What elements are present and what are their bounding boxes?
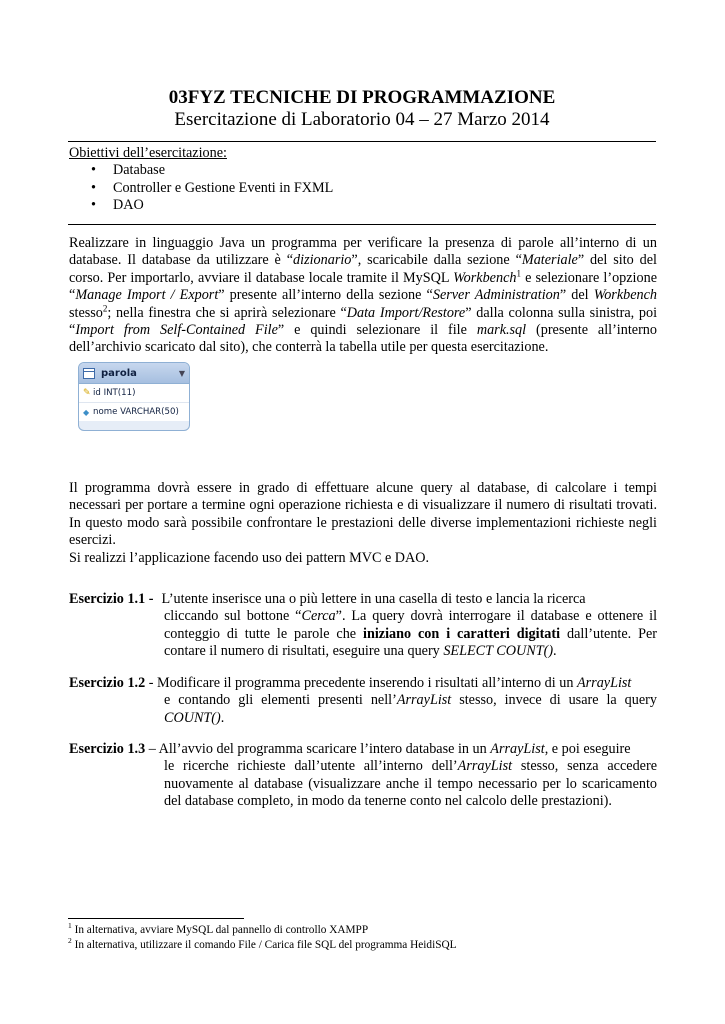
objective-item: • DAO bbox=[113, 197, 657, 214]
column-icon: ◆ bbox=[83, 407, 90, 417]
footnote-ref: 1 bbox=[516, 268, 521, 279]
objective-item: • Controller e Gestione Eventi in FXML bbox=[113, 180, 657, 197]
table-icon bbox=[83, 368, 95, 379]
db-table-diagram bbox=[78, 362, 190, 431]
exercise-label: Esercizio 1.1 - bbox=[69, 591, 154, 607]
objectives-heading: Obiettivi dell’esercitazione: bbox=[69, 145, 227, 161]
objectives-divider bbox=[68, 224, 656, 225]
top-divider bbox=[68, 141, 656, 142]
db-column-row: ◆ nome VARCHAR(50) bbox=[79, 402, 189, 421]
intro-paragraph: Realizzare in linguaggio Java un programma per verificare la presenza di parole all’interno di un database. Il database da utilizzare è “dizionario”, scaricabile dalla sezione “Materiale” del sito del corso. Per importarlo, avviare il database locale tramite il MySQL Workbench$^1$ e selezionare l’opzione “Manage Import / Export” presente all’interno della sezione “Server Administration” del Workbench stesso$^2$; nella finestra che si aprirà selezionare “Data Import/Restore” dalla colonna sulla sinistra, poi “Import from Self-Contained File” e quindi selezionare il file mark.sql (presente all’interno dell’archivio scaricato dal sito), che conterrà la tabella utile per questa esercitazione. bbox=[69, 235, 658, 356]
objectives-list bbox=[69, 162, 657, 214]
footnote-divider bbox=[68, 918, 244, 919]
footnote-1: $^1$ In alternativa, avviare MySQL dal pannello di controllo XAMPP bbox=[68, 921, 369, 936]
footnote-ref: 2 bbox=[102, 302, 108, 313]
description-section bbox=[69, 480, 657, 567]
db-table-name: parola bbox=[101, 367, 137, 379]
exercise-label: Esercizio 1.2 bbox=[69, 675, 146, 691]
objectives-section bbox=[69, 145, 657, 215]
exercise-1-2: Esercizio 1.2 - Modificare il programma precedente inserendo i risultati all’interno di un ArrayList e contando gli elementi presenti nell’ArrayList stesso, invece di usare la query COUNT(). bbox=[69, 675, 657, 726]
exercise-label: Esercizio 1.3 bbox=[69, 741, 146, 757]
pattern-sentence: Si realizzi l’applicazione facendo uso dei pattern MVC e DAO. bbox=[69, 549, 430, 566]
dropdown-arrow-icon: ▼ bbox=[178, 368, 185, 378]
key-icon: ✎ bbox=[83, 388, 91, 398]
course-title: 03FYZ TECNICHE DI PROGRAMMAZIONE bbox=[168, 87, 556, 108]
objective-item: • Database bbox=[113, 162, 657, 179]
db-column-row: ✎ id INT(11) bbox=[79, 384, 189, 402]
description-paragraph: Il programma dovrà essere in grado di effettuare alcune query al database, di calcolare i tempi necessari per portare a termine ogni operazione richiesta e di visualizzare il numero di risultati trovati. In questo modo sarà possibile confrontare le prestazioni delle diverse implementazioni richieste negli esercizi. bbox=[69, 480, 657, 549]
lab-subtitle: Esercitazione di Laboratorio 04 – 27 Marzo 2014 bbox=[174, 109, 550, 130]
exercise-1-3: Esercizio 1.3 – All’avvio del programma scaricare l’intero database in un ArrayList, e poi eseguire le ricerche richieste dall’utente all’interno dell’ArrayList stesso, senza accedere nuovamente al database (visualizzare anche il tempo necessario per lo scaricamento del database completo, in modo da tenerne conto nel calcolo delle prestazioni). bbox=[69, 741, 657, 810]
footnote-2: $^2$ In alternativa, utilizzare il comando File / Carica file SQL del programma HeidiSQL bbox=[68, 936, 457, 951]
exercise-1-1: Esercizio 1.1 - L’utente inserisce una o più lettere in una casella di testo e lancia la ricerca cliccando sul bottone “Cerca”. La query dovrà interrogare il database e ottenere il conteggio di tutte le parole che iniziano con i caratteri digitati dall’utente. Per contare il numero di risultati, eseguire una query SELECT COUNT(). bbox=[69, 591, 658, 660]
db-table-header bbox=[79, 363, 189, 384]
